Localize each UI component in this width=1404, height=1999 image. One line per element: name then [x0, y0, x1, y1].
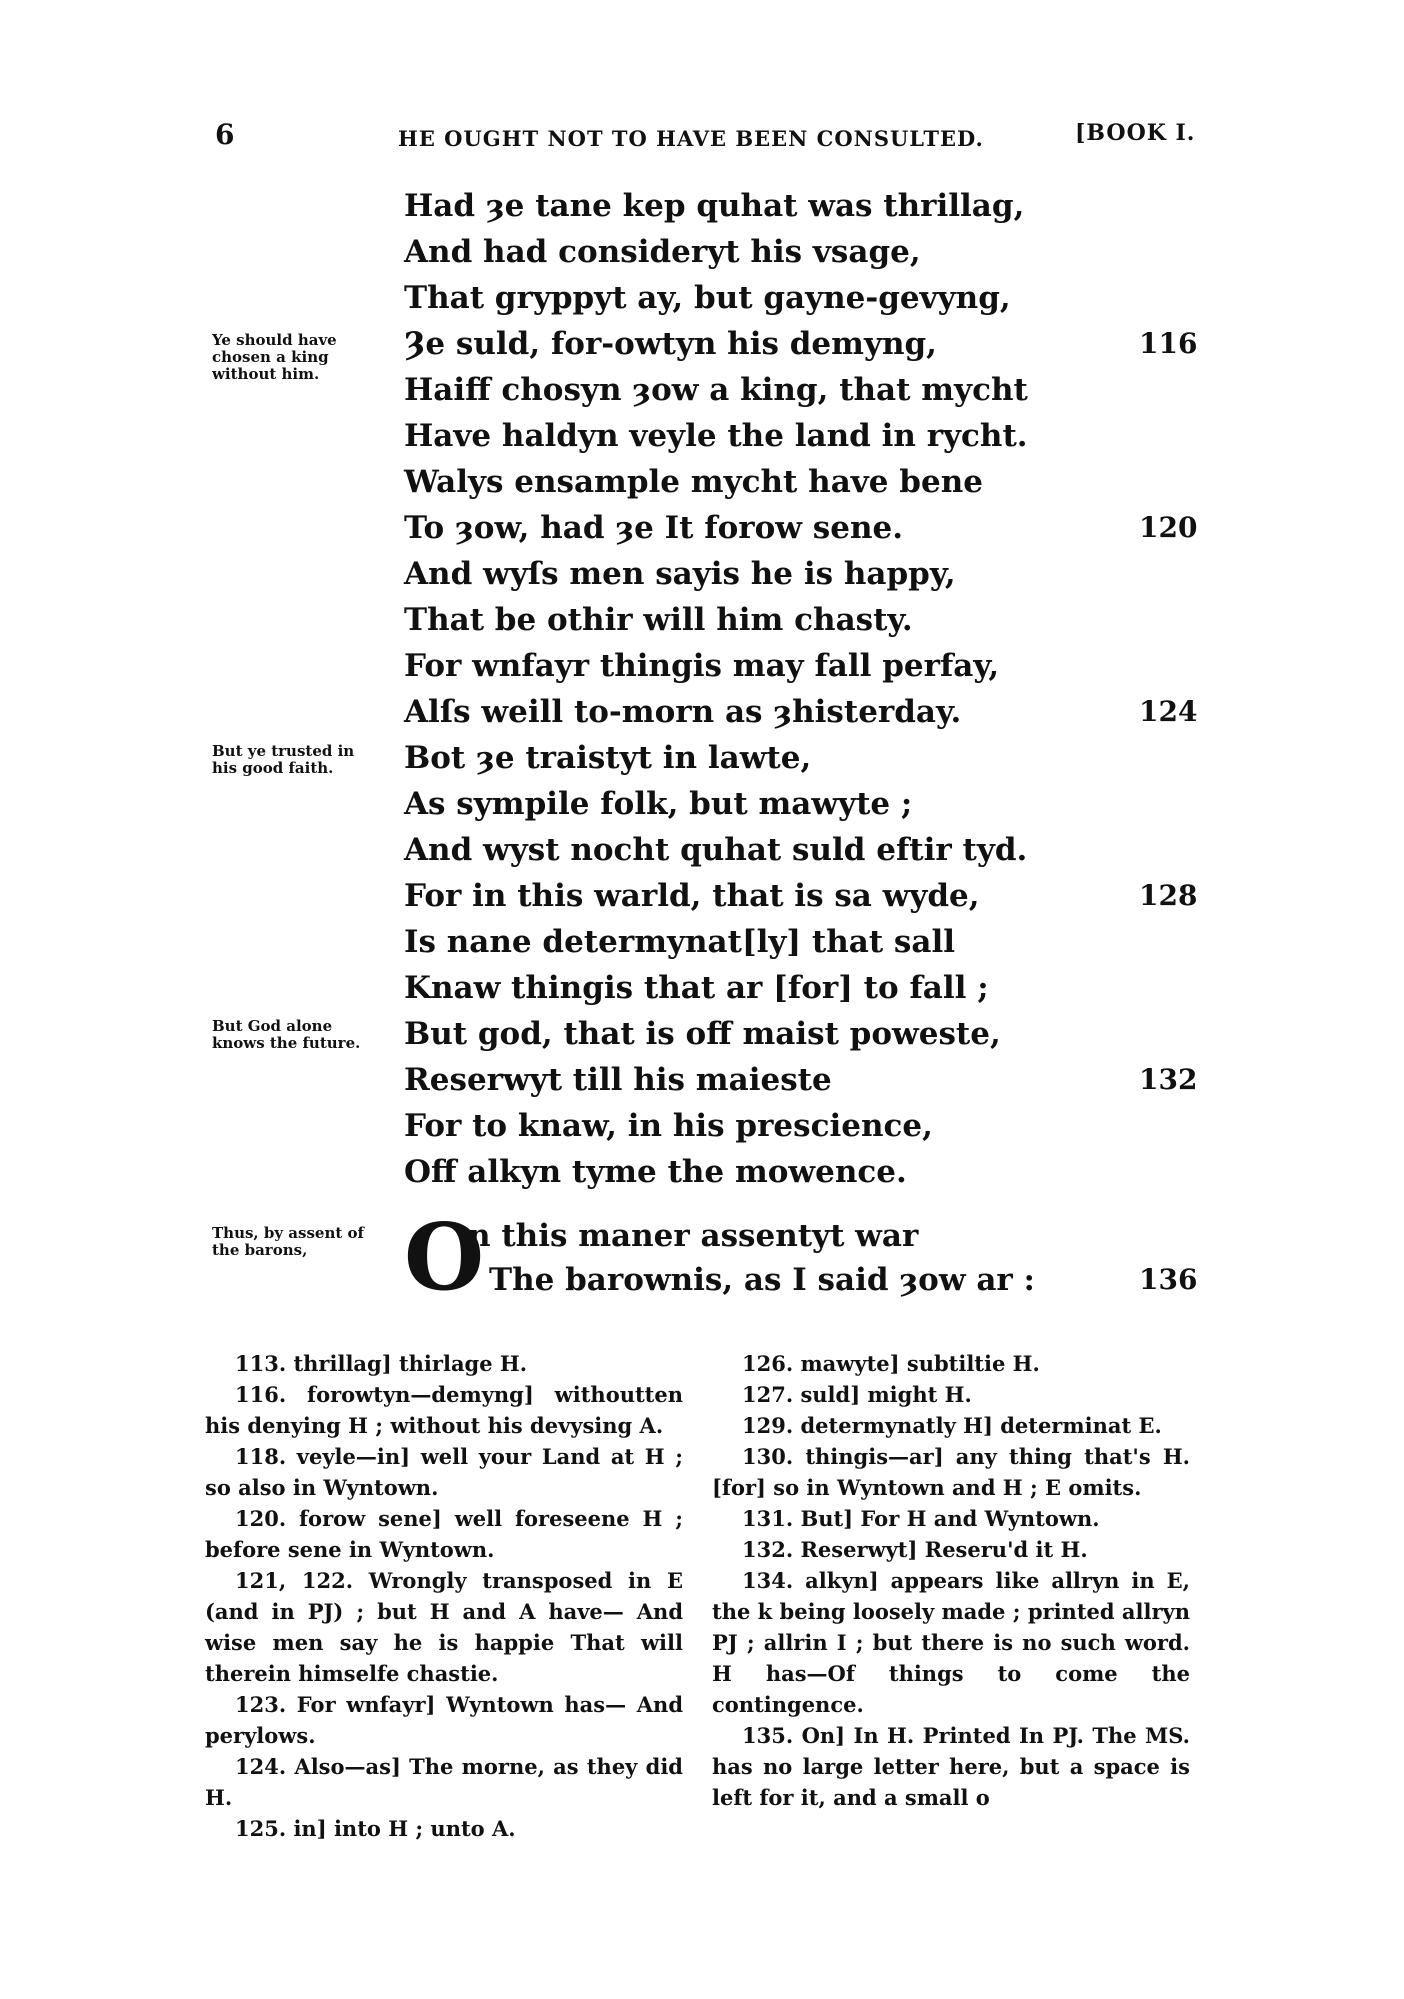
poem-line: Have haldyn veyle the land in rycht.	[404, 418, 1028, 454]
line-number: 120	[1139, 511, 1198, 544]
sidenote: Thus, by assent of the barons,	[212, 1224, 364, 1259]
poem-line: Haiff chosyn ȝow a king, that mycht	[404, 372, 1028, 408]
running-title: HE OUGHT NOT TO HAVE BEEN CONSULTED.	[398, 126, 984, 151]
footnote: 125. in] into H ; unto A.	[235, 1816, 516, 1841]
footnote: 126. mawyte] subtiltie H.	[742, 1351, 1040, 1376]
footnote: 127. suld] might H.	[742, 1382, 972, 1407]
footnote: 116. forowtyn—demyng] withoutten his denying H ; without his devysing A.	[205, 1382, 683, 1438]
footnote: 131. But] For H and Wyntown.	[742, 1506, 1100, 1531]
footnote: 134. alkyn] appears like allryn in E, the k being loosely made ; printed allryn PJ ; allrin I ; but there is no such word. H has—Of things to come the contingence.	[712, 1568, 1190, 1717]
poem-line: For in this warld, that is sa wyde, 128	[404, 873, 1304, 919]
poem-line: That gryppyt ay, but gayne-gevyng,	[404, 280, 1011, 316]
footnote: 132. Reserwyt] Reseru'd it H.	[742, 1537, 1088, 1562]
line-number: 128	[1139, 879, 1198, 912]
page-number: 6	[215, 118, 235, 151]
poem-line: But god, that is off maist poweste,	[404, 1016, 1001, 1052]
poem-stanza-2	[404, 1203, 1304, 1323]
footnote: 113. thrillag] thirlage H.	[235, 1351, 528, 1376]
poem-line: n this maner assentyt war	[468, 1218, 919, 1254]
poem-line: Bot ȝe traistyt in lawte,	[404, 740, 812, 776]
sidenote: But ye trusted in his good faith.	[212, 742, 355, 777]
poem-line: Off alkyn tyme the mowence.	[404, 1154, 907, 1190]
drop-cap: O	[404, 1203, 485, 1311]
poem-line: For wnfayr thingis may fall perfay,	[404, 648, 1000, 684]
poem-line: Walys ensample mycht have bene	[404, 464, 983, 500]
poem-line: And had consideryt his vsage,	[404, 234, 921, 270]
poem-line: To ȝow, had ȝe It forow sene. 120	[404, 505, 1304, 551]
footnote: 124. Also—as] The morne, as they did H.	[205, 1754, 683, 1810]
poem-line: And wyst nocht quhat suld eftir tyd.	[404, 832, 1028, 868]
book-reference: [BOOK I.	[1075, 120, 1196, 146]
poem-line: Knaw thingis that ar [for] to fall ;	[404, 970, 989, 1006]
poem-line: Reserwyt till his maieste 132	[404, 1057, 1304, 1103]
footnote: 129. determynatly H] determinat E.	[742, 1413, 1162, 1438]
sidenote: But God alone knows the future.	[212, 1017, 361, 1052]
poem-line: Had ȝe tane kep quhat was thrillag,	[404, 188, 1025, 224]
poem-line: For to knaw, in his prescience,	[404, 1108, 933, 1144]
line-number: 132	[1139, 1063, 1198, 1096]
poem-line: As sympile folk, but mawyte ;	[404, 786, 913, 822]
poem-line: Ȝe suld, for-owtyn his demyng, 116	[404, 321, 1304, 367]
footnote: 121, 122. Wrongly transposed in E (and in PJ) ; but H and A have— And wise men say he is happie That will therein himselfe chastie.	[205, 1568, 683, 1686]
poem-line: And wyſs men sayis he is happy,	[404, 556, 956, 592]
footnote: 130. thingis—ar] any thing that's H. [for] so in Wyntown and H ; E omits.	[712, 1444, 1190, 1500]
sidenote: Ye should have chosen a king without him.	[212, 331, 337, 383]
line-number: 136	[1139, 1263, 1198, 1296]
poem-line: That be othir will him chasty.	[404, 602, 913, 638]
footnote: 135. On] In H. Printed In PJ. The MS. has no large letter here, but a space is left for it, and a small o	[712, 1723, 1190, 1810]
line-number: 124	[1139, 695, 1198, 728]
footnote: 118. veyle—in] well your Land at H ; so also in Wyntown.	[205, 1444, 683, 1500]
poem-line: The barownis, as I said ȝow ar :	[489, 1262, 1035, 1298]
footnote: 123. For wnfayr] Wyntown has— And perylows.	[205, 1692, 683, 1748]
line-number: 116	[1139, 327, 1198, 360]
footnote: 120. forow sene] well foreseene H ; before sene in Wyntown.	[205, 1506, 683, 1562]
poem-line: Alſs weill to-morn as ȝhisterday. 124	[404, 689, 1304, 735]
footnotes-left-column	[205, 1348, 683, 1844]
poem-line: Is nane determynat[ly] that sall	[404, 924, 956, 960]
poem-stanza	[404, 183, 1304, 1195]
page-header	[0, 118, 1404, 158]
footnotes-right-column	[712, 1348, 1190, 1813]
